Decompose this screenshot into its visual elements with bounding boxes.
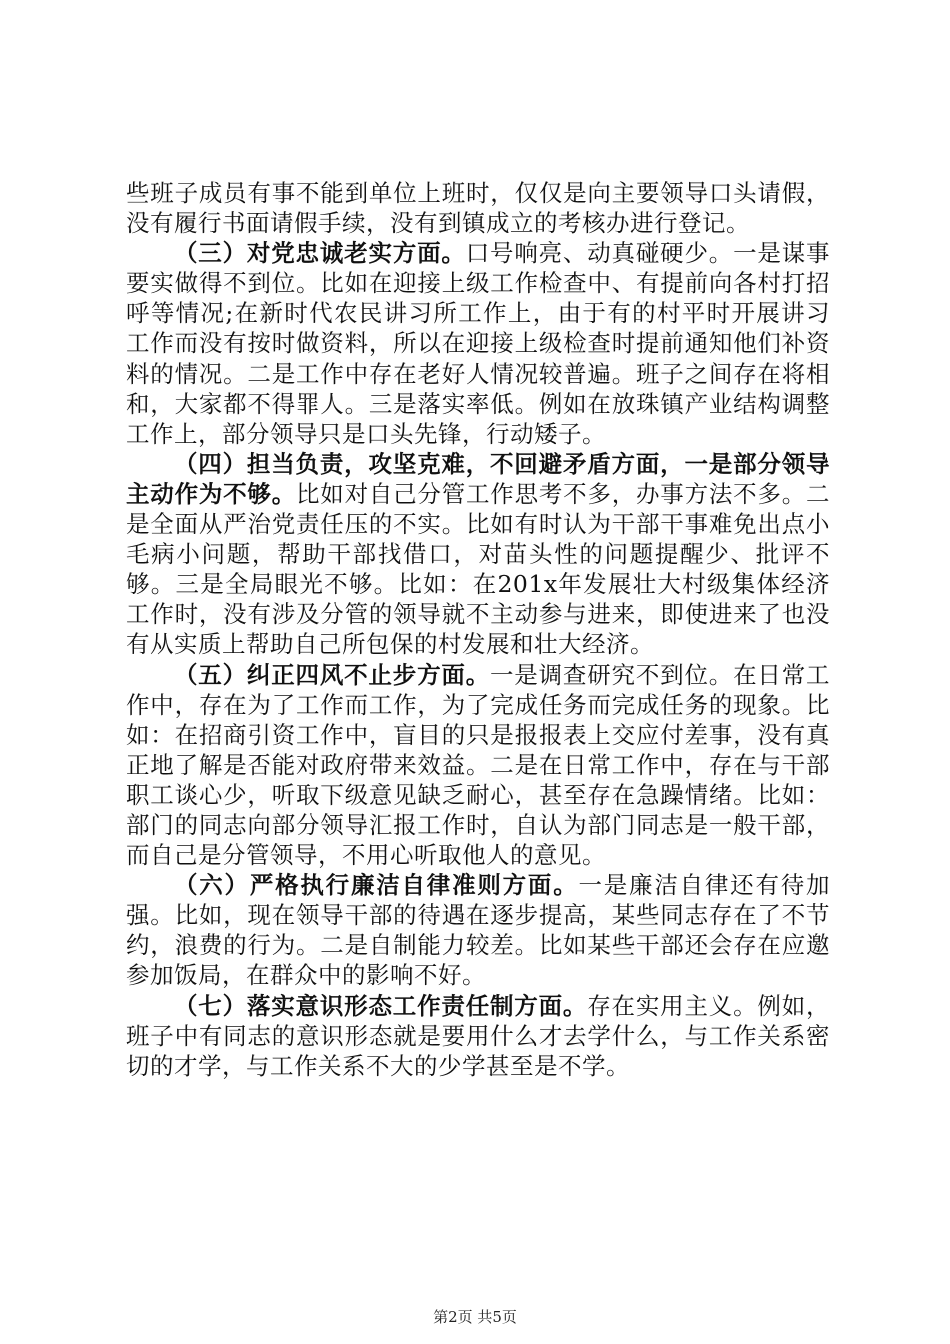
document-body xyxy=(126,178,830,1081)
page-number-label: 第2页 共5页 xyxy=(433,1308,517,1326)
paragraph-text: 些班子成员有事不能到单位上班时，仅仅是向主要领导口头请假，没有履行书面请假手续，没有到镇成立的考核办进行登记。 xyxy=(126,179,830,238)
section-heading: （五）纠正四风不止步方面。 xyxy=(174,660,490,689)
paragraph-text: 存在实用主义。例如，班子中有同志的意识形态就是要用什么才去学什么，与工作关系密切的才学，与工作关系不大的少学甚至是不学。 xyxy=(126,991,831,1080)
section-heading: （七）落实意识形态工作责任制方面。 xyxy=(174,991,588,1020)
paragraph-section-7 xyxy=(126,991,830,1081)
paragraph-text: 一是调查研究不到位。在日常工作中，存在为了工作而工作，为了完成任务而完成任务的现象。比如：在招商引资工作中，盲目的只是报报表上交应付差事，没有真正地了解是否能对政府带来效益。二是在日常工作中，存在与干部职工谈心少，听取下级意见缺乏耐心，甚至存在急躁情绪。比如：部门的同志向部分领导汇报工作时，自认为部门同志是一般干部，而自己是分管领导，不用心听取他人的意见。 xyxy=(126,660,830,870)
paragraph-section-4 xyxy=(126,449,830,660)
section-heading: （三）对党忠诚老实方面。 xyxy=(174,239,466,268)
paragraph-text: 比如对自己分管工作思考不多，办事方法不多。二是全面从严治党责任压的不实。比如有时认为干部干事难免出点小毛病小问题，帮助干部找借口，对苗头性的问题提醒少、批评不够。三是全局眼光不够。比如：在201x年发展壮大村级集体经济工作时，没有涉及分管的领导就不主动参与进来，即使进来了也没有从实质上帮助自己所包保的村发展和壮大经济。 xyxy=(126,479,830,659)
paragraph-section-3 xyxy=(126,238,830,449)
section-heading: （四）担当负责，攻坚克难，不回避矛盾方面，一是部分领导主动作为不够。 xyxy=(126,449,830,508)
paragraph-section-5 xyxy=(126,660,830,871)
section-heading: （六）严格执行廉洁自律准则方面。 xyxy=(174,871,579,900)
paragraph-section-6 xyxy=(126,870,830,990)
paragraph-continuation xyxy=(126,178,830,238)
page-footer xyxy=(0,1306,950,1327)
paragraph-text: 口号响亮、动真碰硬少。一是谋事要实做得不到位。比如在迎接上级工作检查中、有提前向各村打招呼等情况;在新时代农民讲习所工作上，由于有的村平时开展讲习工作而没有按时做资料，所以在迎接上级检查时提前通知他们补资料的情况。二是工作中存在老好人情况较普遍。班子之间存在将相和，大家都不得罪人。三是落实率低。例如在放珠镇产业结构调整工作上，部分领导只是口头先锋，行动矮子。 xyxy=(126,239,831,448)
paragraph-text: 一是廉洁自律还有待加强。比如，现在领导干部的待遇在逐步提高，某些同志存在了不节约，浪费的行为。二是自制能力较差。比如某些干部还会存在应邀参加饭局，在群众中的影响不好。 xyxy=(126,871,831,990)
